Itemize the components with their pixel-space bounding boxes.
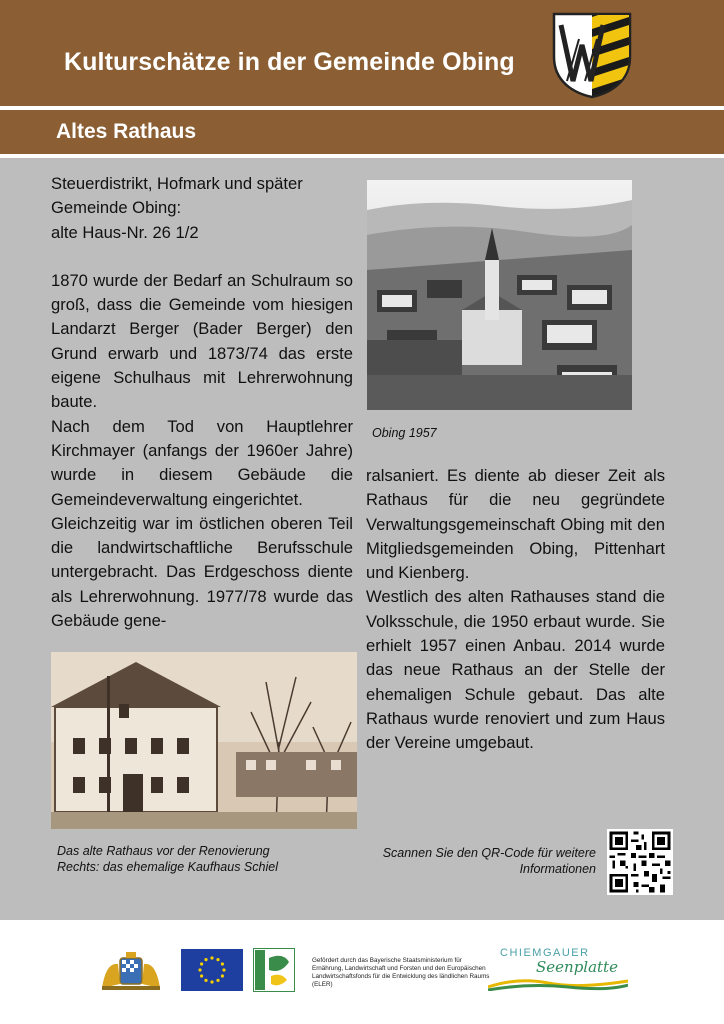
region-logo-line-1: CHIEMGAUER [500, 947, 590, 959]
funding-notice: Gefördert durch das Bayerische Staatsministerium für Ernährung, Landwirtschaft und Forsten und den Europäischen Landwirtschaftsfonds für die Entwicklung des ländlichen Raums (ELER) [312, 957, 490, 988]
photo-2-caption [57, 843, 278, 875]
photo-2-caption-line-2: Rechts: das ehemalige Kaufhaus Schiel [57, 860, 278, 874]
municipal-crest-icon [551, 11, 633, 99]
paragraph-2: Nach dem Tod von Hauptlehrer Kirchmayer (anfangs der 1960er Jahre) wurde in diesem Gebäude die Gemeindeverwaltung eingerichtet. [51, 416, 353, 509]
paragraph-4: ralsaniert. Es diente ab dieser Zeit als Rathaus für die neu gegründete Verwaltungsgemeinschaft Obing mit den Mitgliedsgemeinden Obing, Pittenhart und Kienberg. [366, 466, 665, 583]
qr-hint-line-2: Informationen [519, 862, 596, 876]
page-title: Kulturschätze in der Gemeinde Obing [64, 48, 515, 76]
qr-code[interactable] [607, 829, 673, 895]
region-logo [488, 945, 628, 993]
paragraph-1: 1870 wurde der Bedarf an Schulraum so groß, dass die Gemeinde vom hiesigen Landarzt Berger (Bader Berger) den Grund erwarb und 1873/74 das erste eigene Schulhaus mit Lehrerwohnung baute. [51, 270, 353, 412]
photo-obing-1957 [367, 180, 632, 410]
text-column-left [51, 172, 353, 633]
section-divider [0, 154, 724, 158]
region-logo-line-2: Seenplatte [536, 958, 618, 976]
qr-hint-line-1: Scannen Sie den QR-Code für weitere [382, 846, 596, 860]
photo-old-town-hall [51, 652, 357, 829]
section-title: Altes Rathaus [56, 120, 197, 143]
qr-hint [366, 845, 596, 877]
bavarian-crest-icon [98, 950, 164, 992]
paragraph-5: Westlich des alten Rathauses stand die Volksschule, die 1950 erbaut wurde. Sie erhielt 1957 einen Anbau. 2014 wurde das neue Rathaus an der Stelle der ehemaligen Schule gebaut. Das alte Rathaus wurde renoviert und zum Haus der Vereine umgebaut. [366, 587, 665, 753]
text-column-right [366, 464, 665, 756]
spacer [51, 245, 353, 269]
photo-1-caption: Obing 1957 [372, 426, 437, 440]
intro-line-2: alte Haus-Nr. 26 1/2 [51, 222, 199, 242]
photo-2-caption-line-1: Das alte Rathaus vor der Renovierung [57, 844, 270, 858]
region-logo-landscape-icon [488, 973, 628, 991]
paragraph-3: Gleichzeitig war im östlichen oberen Teil die landwirtschaftliche Berufsschule untergebracht. Das Erdgeschoss diente als Lehrerwohnung. 1977/78 wurde das Gebäude gene- [51, 513, 353, 631]
intro-line-1: Steuerdistrikt, Hofmark und später Gemeinde Obing: [51, 174, 303, 218]
leader-logo-icon [253, 948, 295, 992]
eu-flag-icon [181, 949, 243, 991]
